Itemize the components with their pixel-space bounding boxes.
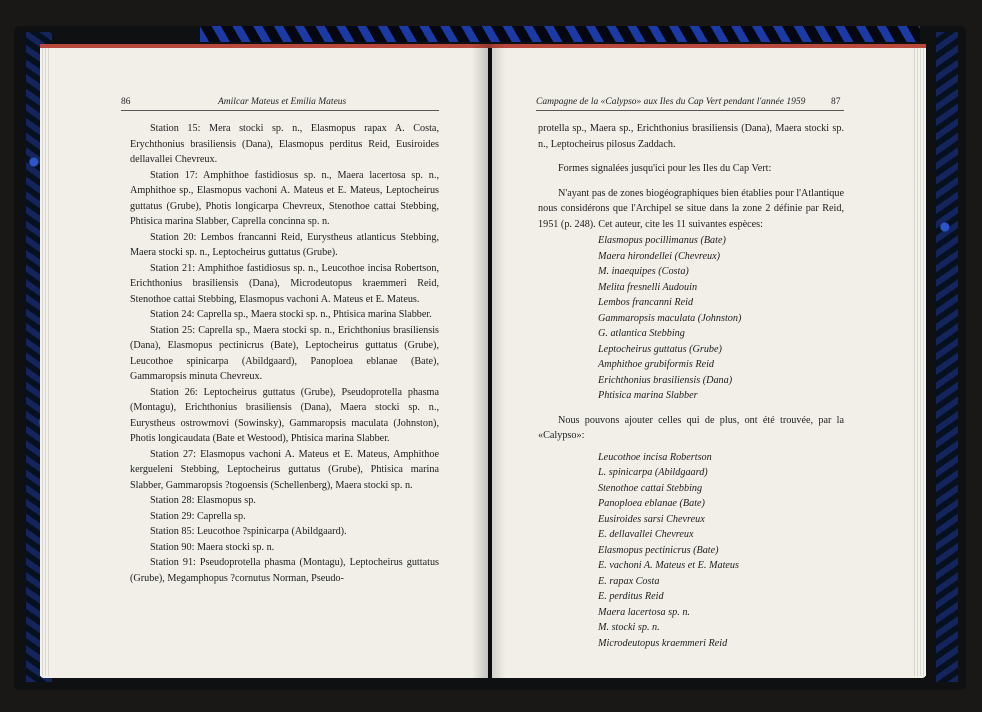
- continuation-paragraph: protella sp., Maera sp., Erichthonius brasiliensis (Dana), Maera stocki sp. n., Leptocheirus pilosus Zaddach.: [538, 123, 844, 150]
- left-running-head: Amilcar Mateus et Emilia Mateus: [218, 97, 347, 107]
- list-item: Leptocheirus guttatus (Grube): [598, 343, 722, 355]
- station-paragraph: Station 29: Caprella sp.: [150, 510, 246, 522]
- station-paragraph: Station 26: Leptocheirus guttatus (Grube), Pseudoprotella phasma (Montagu), Erichthonius brasiliensis (Dana), Maera stocki sp. n., Eurystheus ostrowmovi (Sowinsky), Gammaropsis maculata (Johnston), Photis longicaudata (Bate et Westood), Phtisica marina Slabber.: [130, 386, 439, 444]
- list-item: Eusiroides sarsi Chevreux: [598, 513, 705, 525]
- list-item: Lembos francanni Reid: [598, 297, 694, 308]
- station-paragraph: Station 27: Elasmopus vachoni A. Mateus et E. Mateus, Amphithoe kergueleni Stebbing, Leptocheirus guttatus (Grube), Phtisica marina Slabber, Gammaropsis ?togoensis (Schellenberg), Maera stocki sp. n.: [130, 448, 439, 491]
- list-item: Panoploea eblanae (Bate): [598, 498, 705, 509]
- list-item: Amphithoe grubiformis Reid: [598, 359, 715, 370]
- right-running-head: Campagne de la «Calypso» aux Iles du Cap Vert pendant l'année 1959: [536, 97, 806, 107]
- section-heading: Formes signalées jusqu'ici pour les Iles du Cap Vert:: [558, 163, 772, 174]
- page-edges-right: [914, 48, 926, 676]
- list-item: Erichthonius brasiliensis (Dana): [598, 374, 733, 386]
- list-item: G. atlantica Stebbing: [598, 328, 685, 339]
- species-list-reid: [598, 233, 844, 404]
- list-item: Gammaropsis maculata (Johnston): [598, 312, 742, 324]
- list-item: E. rapax Costa: [598, 575, 660, 587]
- left-header-rule: [121, 110, 439, 111]
- station-paragraph: Station 28: Elasmopus sp.: [150, 495, 256, 506]
- list-item: Elasmopus pocillimanus (Bate): [598, 235, 726, 246]
- left-page-body: [130, 121, 439, 586]
- right-page-number: 87: [831, 97, 841, 107]
- page-edges-left: [40, 48, 50, 676]
- marbled-endpaper-right: [936, 32, 958, 682]
- book-gutter: [472, 44, 506, 678]
- station-paragraph: Station 21: Amphithoe fastidiosus sp. n., Leucothoe incisa Robertson, Erichthonius brasiliensis (Dana), Microdeutopus kraemmeri Reid, Stenothoe cattai Stebbing, Elasmopus vachoni A. Mateus et E. Mateus.: [130, 262, 439, 305]
- station-paragraph: Station 90: Maera stocki sp. n.: [150, 541, 275, 553]
- list-item: E. perditus Reid: [598, 591, 664, 602]
- list-item: Phtisica marina Slabber: [598, 390, 698, 401]
- station-paragraph: Station 17: Amphithoe fastidiosus sp. n., Maera lacertosa sp. n., Amphithoe sp., Elasmopus vachoni A. Mateus et E. Mateus, Leptocheirus guttatus (Grube), Photis longicarpa Chevreux, Stenothoe cattai Stebbing, Phtisica marina Slabber, Caprella concinna sp. n.: [130, 169, 439, 227]
- species-list-calypso: [598, 450, 844, 652]
- list-item: M. stocki sp. n.: [598, 622, 660, 633]
- list-item: E. vachoni A. Mateus et E. Mateus: [598, 560, 739, 571]
- station-paragraph: Station 15: Mera stocki sp. n., Elasmopus rapax A. Costa, Erychthonius brasiliensis (Dana), Elasmopus perditus Reid, Eusiroides dellavallei Chevreux.: [130, 123, 439, 165]
- list-item: E. dellavallei Chevreux: [598, 529, 694, 540]
- station-paragraph: Station 25: Caprella sp., Maera stocki sp. n., Erichthonius brasiliensis (Dana), Elasmopus pectinicrus (Bate), Leptocheirus guttatus (Grube), Leucothoe spinicarpa (Abildgaard), Panoploea eblanae (Bate), Gammaropsis minuta Chevreux.: [130, 324, 439, 382]
- list-item: Leucothoe incisa Robertson: [598, 451, 712, 463]
- station-paragraph: Station 91: Pseudoprotella phasma (Montagu), Leptocheirus guttatus (Grube), Megamphopus ?cornutus Norman, Pseudo-: [130, 557, 439, 584]
- list-item: L. spinicarpa (Abildgaard): [598, 467, 708, 478]
- station-paragraph: Station 24: Caprella sp., Maera stocki sp. n., Phtisica marina Slabber.: [150, 309, 432, 320]
- intro-paragraph: N'ayant pas de zones biogéographiques bien établies pour l'Atlantique nous considérons que l'Archipel se situe dans la zone 2 définie par Reid, 1951 (p. 248). Cet auteur, cite les 11 suivantes espèces:: [538, 187, 844, 230]
- list-item: Microdeutopus kraemmeri Reid: [598, 637, 728, 649]
- list-item: Maera lacertosa sp. n.: [598, 606, 690, 618]
- list-item: Stenothoe cattai Stebbing: [598, 482, 703, 494]
- list-item: Melita fresnelli Audouin: [598, 281, 698, 293]
- station-paragraph: Station 20: Lembos francanni Reid, Eurystheus atlanticus Stebbing, Maera stocki sp. n., Leptocheirus guttatus (Grube).: [130, 231, 439, 258]
- right-page-body: [538, 121, 844, 651]
- left-page-number: 86: [121, 97, 131, 107]
- right-header-rule: [536, 110, 844, 111]
- station-paragraph: Station 85: Leucothoe ?spinicarpa (Abildgaard).: [150, 526, 347, 537]
- marbled-endpaper-top: [200, 26, 920, 42]
- list-item: Maera hirondellei (Chevreux): [598, 250, 721, 262]
- list-item: M. inaequipes (Costa): [598, 266, 689, 277]
- addition-paragraph: Nous pouvons ajouter celles qui de plus, ont été trouvée, par la «Calypso»:: [538, 414, 844, 441]
- list-item: Elasmopus pectinicrus (Bate): [598, 544, 719, 556]
